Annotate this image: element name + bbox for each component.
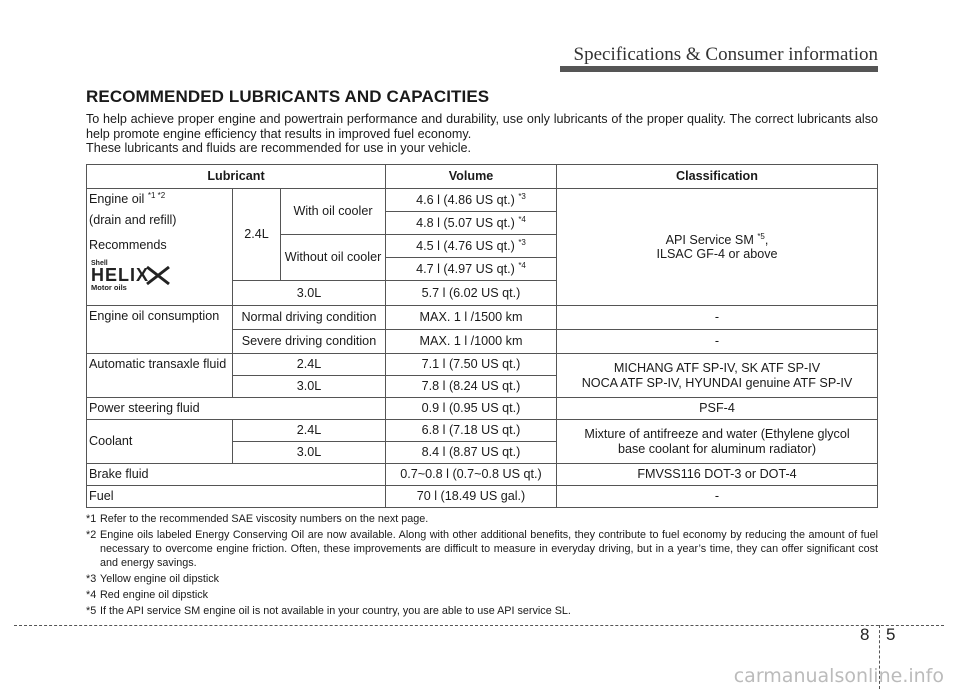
coolant-label: Coolant: [87, 420, 233, 464]
footnote-text: Yellow engine oil dipstick: [100, 573, 220, 585]
fuel-label: Fuel: [87, 486, 386, 508]
coolant-engine-2: 3.0L: [233, 442, 386, 464]
volume-cell: 5.7 l (6.02 US qt.): [386, 281, 557, 306]
power-steering-label: Power steering fluid: [87, 398, 386, 420]
power-steering-volume: 0.9 l (0.95 US qt.): [386, 398, 557, 420]
brake-class: FMVSS116 DOT-3 or DOT-4: [557, 464, 878, 486]
logo-brand: Shell: [91, 259, 108, 267]
recommends-label: Recommends: [89, 238, 167, 252]
logo-name: HELIX: [91, 264, 150, 285]
volume-value: 4.7 l (4.97 US qt.): [416, 261, 515, 276]
table-row: [87, 189, 878, 212]
footnote-text: Engine oils labeled Energy Conserving Oil are now available. Along with other additional benefits, they contribute to fuel economy by reducing the amount of fuel necessary to overcome engine friction. Often, these improvements are difficult to measure in everyday driving, but in a year’s time, they can offer significant cost and energy savings.: [100, 529, 878, 569]
footnote: [86, 604, 878, 618]
normal-condition: Normal driving condition: [233, 306, 386, 330]
footnote-mark: *4: [86, 589, 97, 601]
footnote: [86, 572, 878, 586]
atf-label: Automatic transaxle fluid: [87, 354, 233, 398]
coolant-classification: [557, 420, 878, 464]
lubricants-table: [86, 164, 878, 508]
engine-oil-cell: [87, 189, 233, 306]
section-title: RECOMMENDED LUBRICANTS AND CAPACITIES: [86, 87, 490, 106]
volume-cell: [386, 189, 557, 212]
intro-text: [86, 112, 878, 156]
volume-cell: [386, 258, 557, 281]
volume-value: 4.5 l (4.76 US qt.): [416, 238, 515, 253]
col-classification: Classification: [557, 165, 878, 189]
engine-oil-label: Engine oil: [89, 192, 145, 206]
page-header-title: Specifications & Consumer information: [573, 44, 878, 65]
table-header-row: [87, 165, 878, 189]
class-sup: *5: [757, 231, 765, 241]
class-comma: ,: [764, 232, 769, 247]
class-line-2: ILSAC GF-4 or above: [656, 247, 778, 261]
table-row: [87, 420, 878, 442]
volume-value: 4.8 l (5.07 US qt.): [416, 215, 515, 230]
footnotes: [86, 512, 878, 620]
brake-volume: 0.7~0.8 l (0.7~0.8 US qt.): [386, 464, 557, 486]
volume-sup: *4: [518, 214, 526, 224]
normal-value: MAX. 1 l /1500 km: [386, 306, 557, 330]
atf-class-2: NOCA ATF SP-IV, HYUNDAI genuine ATF SP-IV: [581, 375, 853, 390]
table-row: [87, 464, 878, 486]
engine-30-cell: 3.0L: [233, 281, 386, 306]
coolant-class-2: base coolant for aluminum radiator): [617, 441, 817, 456]
coolant-volume-2: 8.4 l (8.87 US qt.): [386, 442, 557, 464]
volume-sup: *3: [518, 191, 526, 201]
severe-condition: Severe driving condition: [233, 330, 386, 354]
atf-class-1: MICHANG ATF SP-IV, SK ATF SP-IV: [613, 361, 821, 375]
table-row: [87, 398, 878, 420]
footnote: [86, 528, 878, 570]
coolant-class-1: Mixture of antifreeze and water (Ethylene glycol: [584, 427, 850, 441]
col-volume: Volume: [386, 165, 557, 189]
with-cooler-cell: With oil cooler: [281, 189, 386, 235]
table-row: [87, 306, 878, 330]
footnote-text: If the API service SM engine oil is not available in your country, you are able to use API service SL.: [100, 605, 571, 617]
engine-oil-sup: *1 *2: [147, 190, 166, 200]
normal-class: -: [557, 306, 878, 330]
footnote-text: Refer to the recommended SAE viscosity numbers on the next page.: [100, 513, 429, 525]
intro-paragraph-2: These lubricants and fluids are recommended for use in your vehicle.: [86, 141, 472, 155]
intro-paragraph-1: To help achieve proper engine and powertrain performance and durability, use only lubricants of the proper quality. The correct lubricants also help promote engine efficiency that results in improved fuel economy.: [86, 112, 878, 141]
engine-oil-classification: [557, 189, 878, 306]
header-bar: [560, 66, 878, 72]
logo-x-mark: [147, 267, 169, 284]
footnote: [86, 588, 878, 602]
atf-engine-1: 2.4L: [233, 354, 386, 376]
without-cooler-cell: Without oil cooler: [281, 235, 386, 281]
footer-divider: [14, 625, 944, 626]
table-row: [87, 486, 878, 508]
footnote: [86, 512, 878, 526]
engine-oil-sub: (drain and refill): [89, 212, 177, 227]
engine-24-cell: 2.4L: [233, 189, 281, 281]
fuel-volume: 70 l (18.49 US gal.): [386, 486, 557, 508]
page-number: 5: [886, 625, 896, 644]
severe-class: -: [557, 330, 878, 354]
volume-cell: [386, 212, 557, 235]
col-lubricant: Lubricant: [87, 165, 386, 189]
watermark: carmanualsonline.info: [733, 665, 944, 687]
table-row: [87, 354, 878, 376]
volume-value: 4.6 l (4.86 US qt.): [416, 192, 515, 207]
atf-engine-2: 3.0L: [233, 376, 386, 398]
power-steering-class: PSF-4: [557, 398, 878, 420]
footnote-mark: *3: [86, 573, 97, 585]
severe-value: MAX. 1 l /1000 km: [386, 330, 557, 354]
footnote-mark: *1: [86, 513, 97, 525]
volume-sup: *4: [518, 260, 526, 270]
volume-cell: [386, 235, 557, 258]
atf-classification: [557, 354, 878, 398]
coolant-engine-1: 2.4L: [233, 420, 386, 442]
atf-volume-1: 7.1 l (7.50 US qt.): [386, 354, 557, 376]
chapter-number: 8: [860, 625, 870, 644]
atf-volume-2: 7.8 l (8.24 US qt.): [386, 376, 557, 398]
consumption-label: Engine oil consumption: [87, 306, 233, 354]
logo-sub: Motor oils: [91, 282, 127, 291]
coolant-volume-1: 6.8 l (7.18 US qt.): [386, 420, 557, 442]
fuel-class: -: [557, 486, 878, 508]
volume-sup: *3: [518, 237, 526, 247]
class-line-1: API Service SM: [665, 232, 754, 247]
footnote-mark: *2: [86, 529, 97, 541]
footnote-mark: *5: [86, 605, 97, 617]
brake-label: Brake fluid: [87, 464, 386, 486]
shell-helix-logo: [89, 257, 181, 291]
footnote-text: Red engine oil dipstick: [100, 589, 209, 601]
